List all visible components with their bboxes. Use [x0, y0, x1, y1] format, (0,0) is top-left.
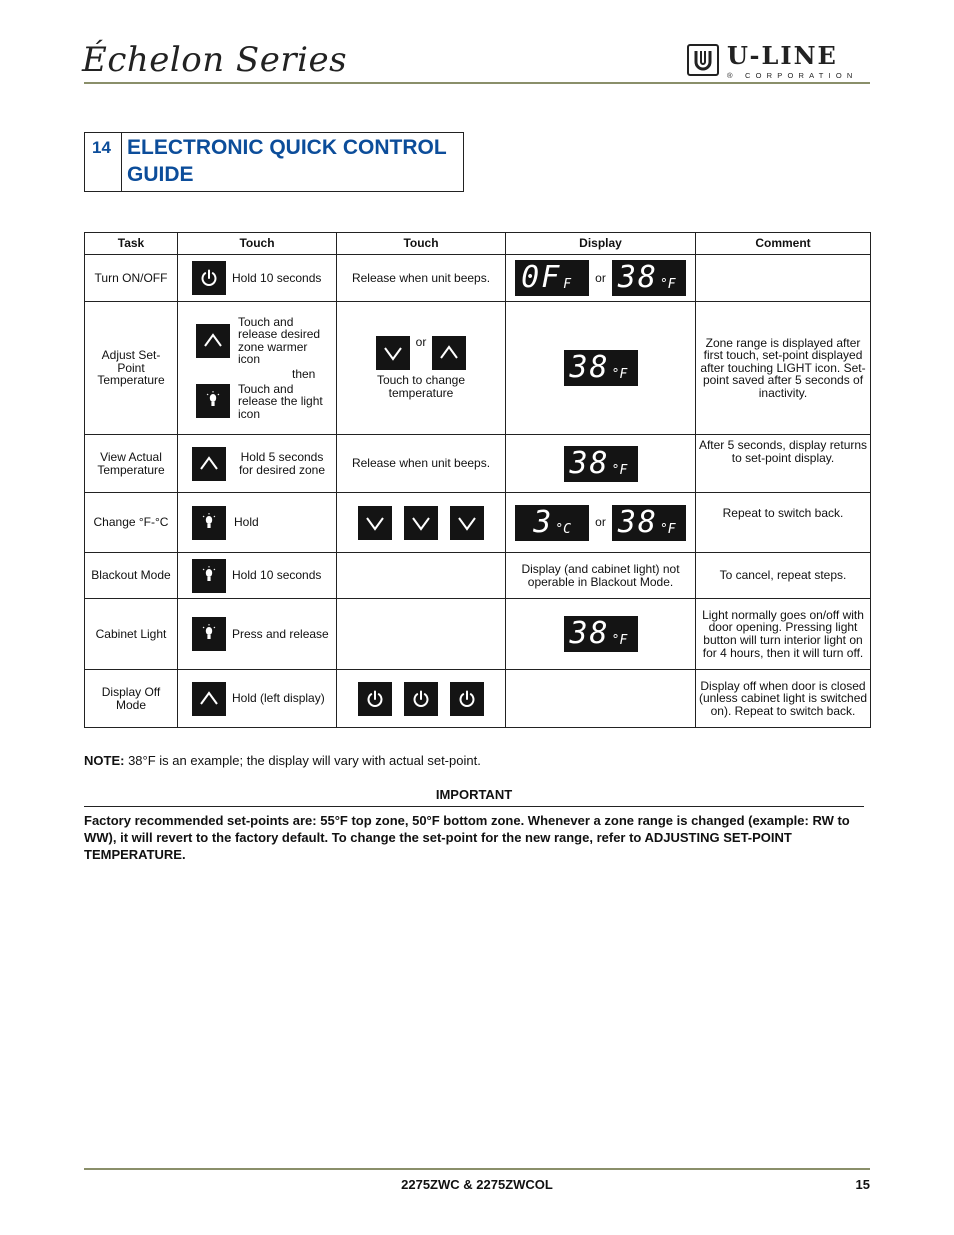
table-row [85, 599, 871, 670]
comment-cell [696, 255, 871, 302]
table-header-row [85, 233, 871, 255]
important-text: Factory recommended set-points are: 55°F top zone, 50°F bottom zone. Whenever a zone range is changed (example: RW to WW), it will revert to the factory default. To change the set-point for the new range, refer to ADJUSTING SET-POINT TEMPERATURE. [84, 813, 850, 862]
chevron-down-icon [404, 506, 438, 540]
table-row [85, 302, 871, 435]
task-cell: Change °F-°C [85, 493, 178, 553]
chevron-up-icon [432, 336, 466, 370]
table-row [85, 493, 871, 553]
chevron-up-icon [192, 682, 226, 716]
touch-label: Hold 5 seconds for desired zone [238, 449, 326, 477]
brand-name: U-LINE [727, 41, 838, 70]
comment-cell: Repeat to switch back. [696, 493, 871, 553]
important-rule [84, 806, 864, 807]
display-readout: 38 °F [612, 505, 686, 541]
task-cell: Display Off Mode [85, 670, 178, 728]
display-text: Display (and cabinet light) not operable in Blackout Mode. [506, 553, 696, 599]
table-row [85, 255, 871, 302]
touch-label: Touch and release the light icon [238, 381, 323, 421]
touch2-cell: Release when unit beeps. [337, 255, 506, 302]
header-touch-2: Touch [337, 233, 506, 255]
comment-cell: Zone range is displayed after first touch, set-point displayed after touching LIGHT icon. Set-point saved after 5 seconds of inactivity. [696, 302, 871, 435]
note [84, 753, 481, 768]
header-comment: Comment [696, 233, 871, 255]
or-label: or [595, 515, 606, 530]
touch-label: Hold 10 seconds [232, 270, 322, 285]
or-label: or [595, 270, 606, 285]
comment-cell: After 5 seconds, display returns to set-point display. [696, 435, 871, 493]
power-icon [450, 682, 484, 716]
section-heading [84, 132, 464, 192]
task-cell: View Actual Temperature [85, 435, 178, 493]
light-bulb-icon [192, 559, 226, 593]
chevron-down-icon [358, 506, 392, 540]
display-readout: 38 °F [564, 616, 638, 652]
chevron-up-icon [192, 447, 226, 481]
light-bulb-icon [192, 506, 226, 540]
page-number: 15 [855, 1177, 870, 1192]
footer-rule [84, 1168, 870, 1170]
light-bulb-icon [196, 384, 230, 418]
comment-cell: Display off when door is closed (unless cabinet light is switched on). Repeat to switch back. [696, 670, 871, 728]
touch-label: Hold [234, 515, 259, 530]
quick-control-table [84, 232, 871, 728]
table-row [85, 670, 871, 728]
comment-cell: To cancel, repeat steps. [696, 553, 871, 599]
power-icon [192, 261, 226, 295]
series-title: Échelon Series [82, 40, 348, 80]
brand-subtitle: CORPORATION [745, 71, 858, 80]
comment-cell: Light normally goes on/off with door opening. Pressing light button will turn interior light on for 4 hours, then it will turn off. [696, 599, 871, 670]
header-touch-1: Touch [178, 233, 337, 255]
footer-model: 2275ZWC & 2275ZWCOL [401, 1177, 553, 1192]
table-row [85, 435, 871, 493]
chevron-up-icon [196, 324, 230, 358]
touch2-cell: Release when unit beeps. [337, 435, 506, 493]
display-readout: 3 °C [515, 505, 589, 541]
note-text: 38°F is an example; the display will vary with actual set-point. [124, 753, 481, 768]
display-readout: 0F F [515, 260, 589, 296]
header-rule [84, 82, 870, 84]
touch-label: Press and release [232, 626, 329, 641]
touch-label: Hold 10 seconds [232, 568, 322, 583]
task-cell: Turn ON/OFF [85, 255, 178, 302]
then-label: then [292, 367, 316, 381]
brand-registered-mark: ® [727, 71, 738, 80]
or-label: or [415, 335, 427, 350]
task-cell: Adjust Set-Point Temperature [85, 302, 178, 435]
touch-label: Touch and release desired zone warmer icon [238, 314, 321, 367]
chevron-down-icon [376, 336, 410, 370]
task-cell: Cabinet Light [85, 599, 178, 670]
header-task: Task [85, 233, 178, 255]
display-readout: 38 °F [612, 260, 686, 296]
task-cell: Blackout Mode [85, 553, 178, 599]
table-row [85, 553, 871, 599]
power-icon [404, 682, 438, 716]
header-display: Display [506, 233, 696, 255]
brand-emblem-icon [687, 44, 719, 76]
display-readout: 38 °F [564, 350, 638, 386]
power-icon [358, 682, 392, 716]
touch-label: Touch to change temperature [376, 373, 466, 400]
section-title: ELECTRONIC QUICK CONTROL GUIDE [127, 136, 447, 186]
light-bulb-icon [192, 617, 226, 651]
section-number: 14 [85, 133, 122, 191]
chevron-down-icon [450, 506, 484, 540]
touch-label: Hold (left display) [232, 691, 325, 706]
display-readout: 38 °F [564, 446, 638, 482]
note-label: NOTE: [84, 753, 125, 768]
important-title: IMPORTANT [435, 787, 513, 802]
brand-logo [687, 41, 858, 80]
